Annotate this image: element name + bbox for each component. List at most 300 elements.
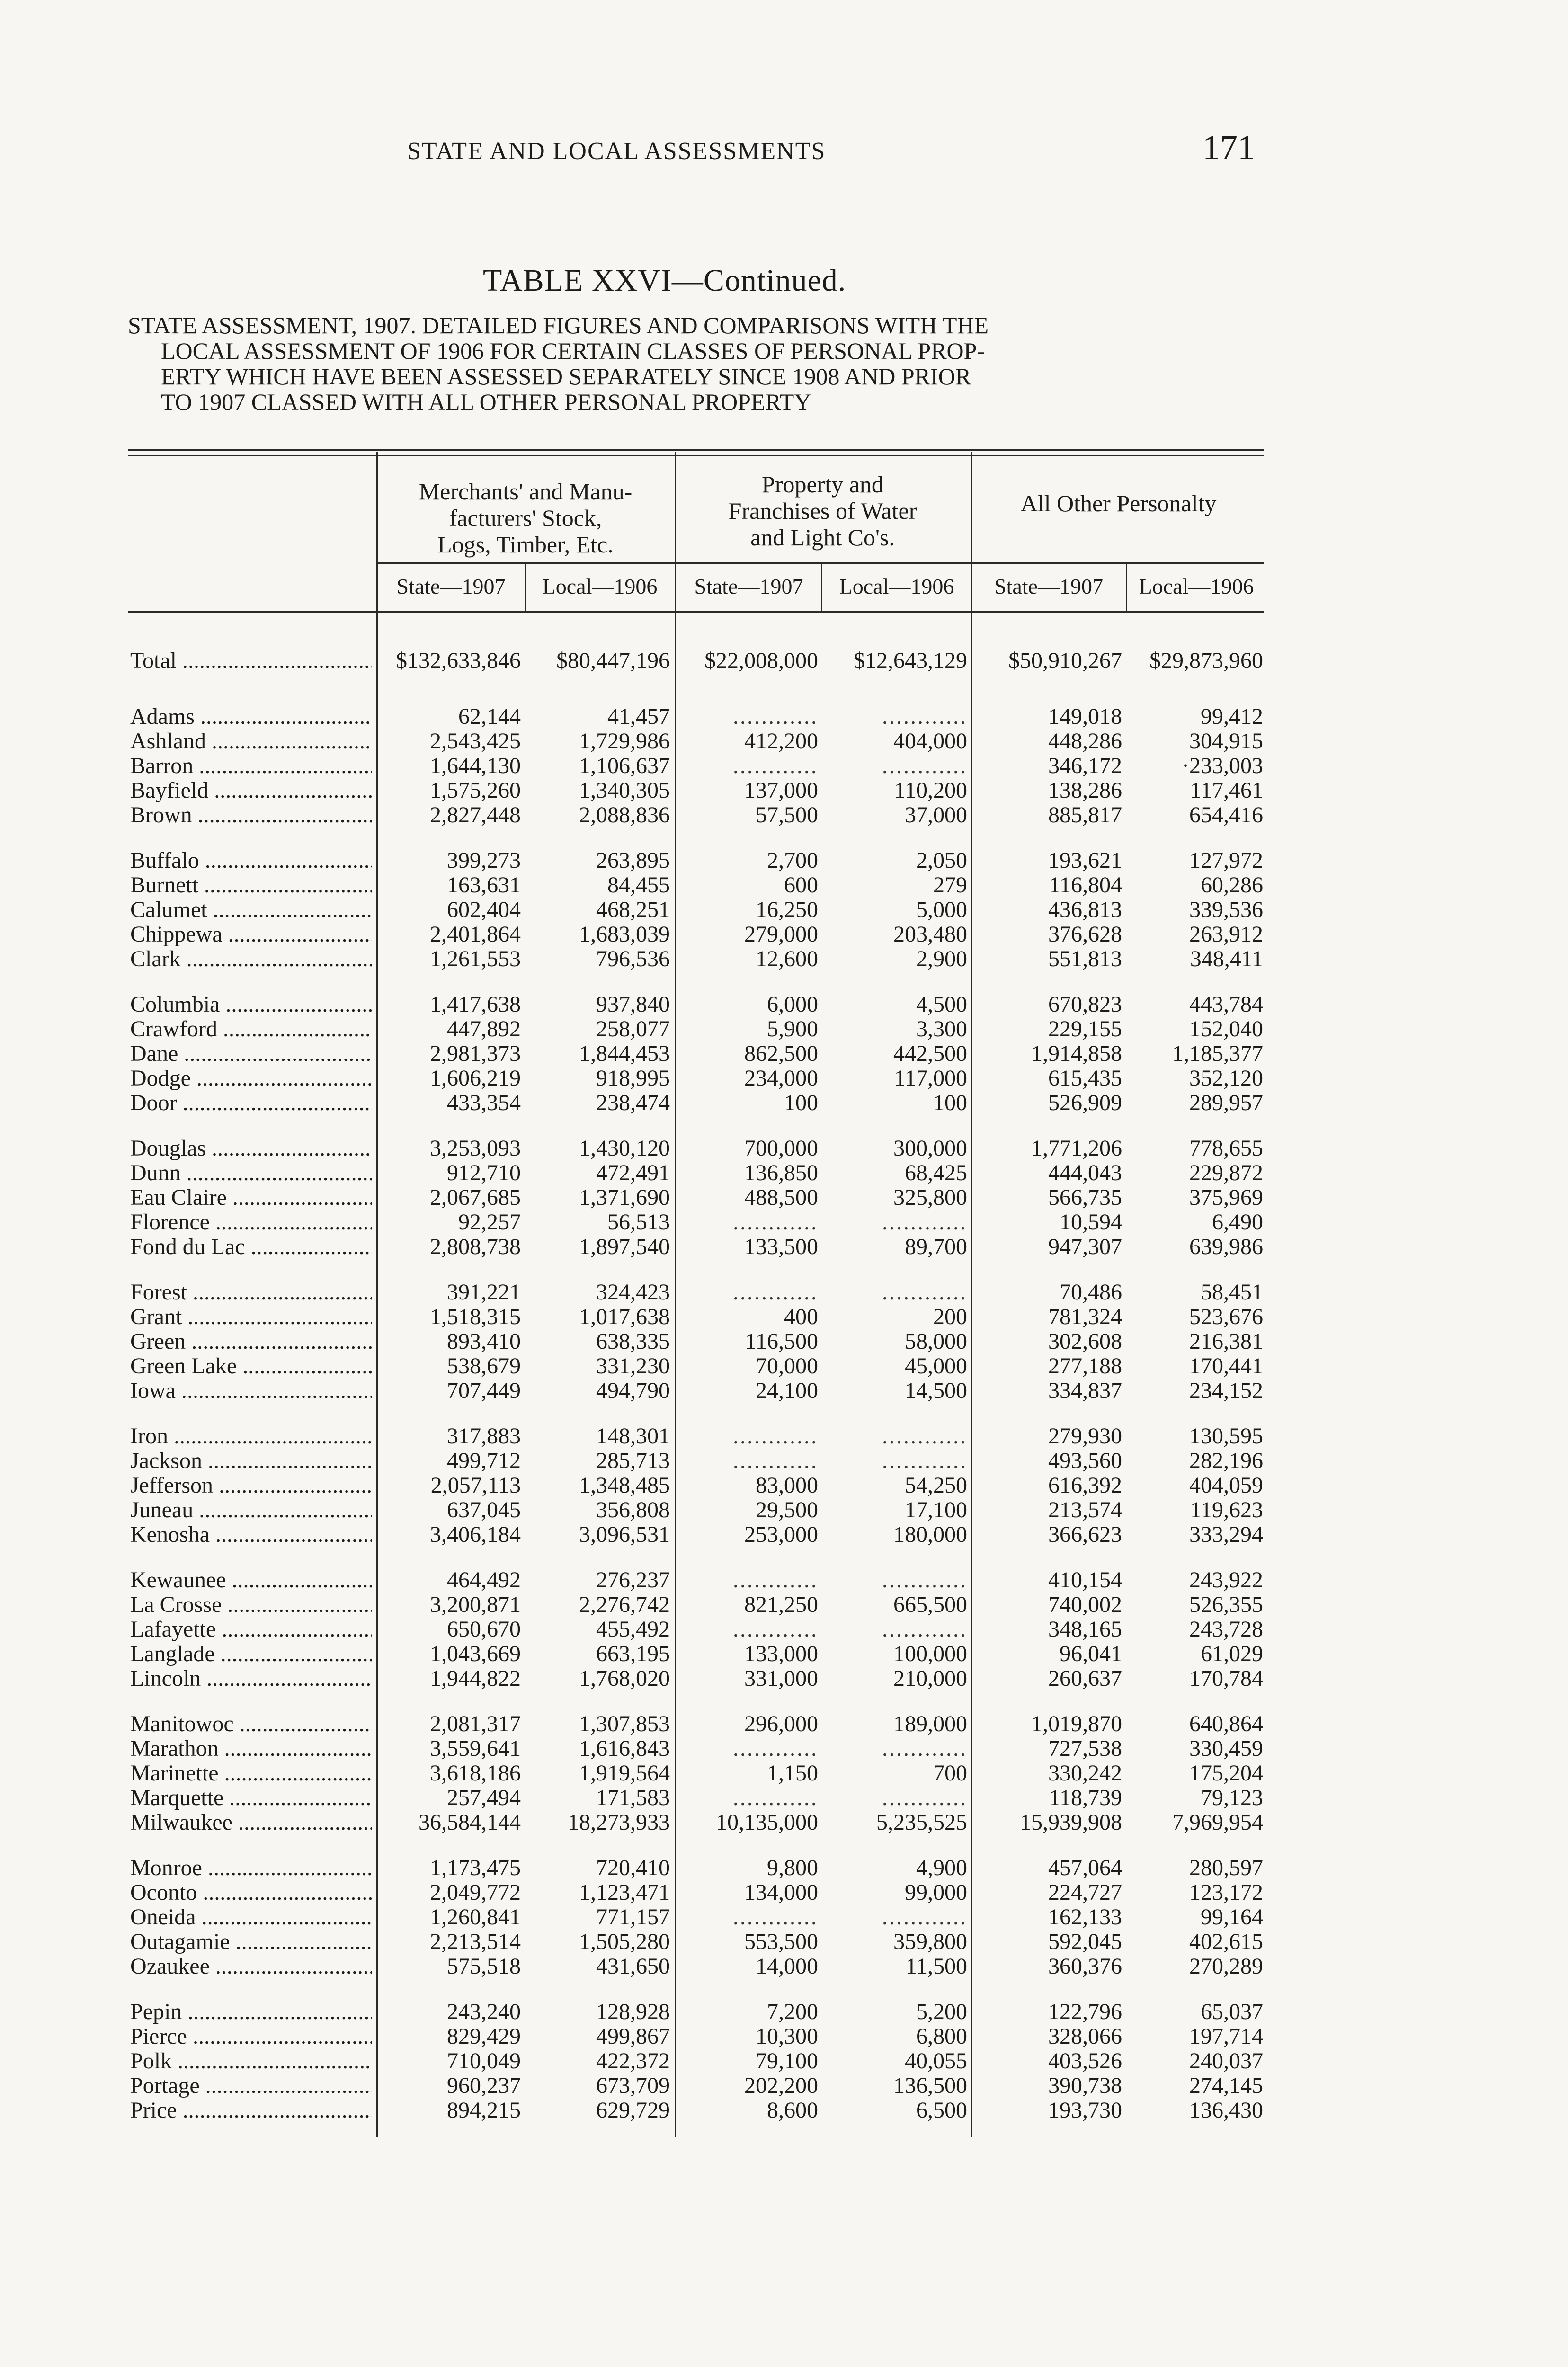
cell-merchants-state-1907: 2,543,425 xyxy=(430,729,521,754)
table-title: TABLE XXVI—Continued. xyxy=(483,263,846,298)
subheader-state-1907: State—1907 xyxy=(694,574,803,598)
cell-merchants-state-1907: 499,712 xyxy=(447,1448,521,1473)
county-name: Adams ..... xyxy=(130,704,372,729)
table-row xyxy=(0,1136,1568,1161)
cell-water-state-1907: 553,500 xyxy=(744,1929,818,1954)
county-name: Dodge ..... xyxy=(130,1066,372,1091)
county-name: Monroe ..... xyxy=(130,1856,372,1880)
county-name: Calumet ..... xyxy=(130,898,372,922)
cell-water-state-1907: 83,000 xyxy=(756,1473,818,1498)
cell-water-state-1907: 79,100 xyxy=(756,2048,818,2073)
cell-other-local-1906: 119,623 xyxy=(1190,1497,1263,1522)
cell-other-state-1907: 448,286 xyxy=(1048,729,1122,754)
cell-water-local-1906: 5,000 xyxy=(916,897,967,922)
subheader-state-1907: State—1907 xyxy=(396,574,506,598)
cell-water-state-1907: 400 xyxy=(784,1304,818,1329)
cell-other-state-1907: 193,621 xyxy=(1048,848,1122,873)
cell-merchants-state-1907: 1,518,315 xyxy=(430,1304,521,1329)
cell-water-state-1907: 2,700 xyxy=(767,848,818,873)
column-rule xyxy=(821,563,822,611)
cell-merchants-local-1906: 720,410 xyxy=(596,1855,670,1880)
table-row xyxy=(0,2049,1568,2073)
table-row xyxy=(0,2024,1568,2049)
county-name: Iowa ..... xyxy=(130,1379,372,1403)
cell-other-local-1906: 280,597 xyxy=(1189,1855,1263,1880)
table-row xyxy=(0,1473,1568,1498)
cell-other-local-1906: 333,294 xyxy=(1189,1522,1263,1547)
cell-water-local-1906: 99,000 xyxy=(905,1880,967,1905)
cell-other-state-1907: 376,628 xyxy=(1048,922,1122,947)
cell-merchants-state-1907: 3,618,186 xyxy=(430,1761,521,1786)
cell-merchants-state-1907: 637,045 xyxy=(447,1497,521,1522)
cell-merchants-state-1907: 2,067,685 xyxy=(430,1185,521,1210)
cell-merchants-local-1906: 148,301 xyxy=(596,1424,670,1449)
cell-merchants-local-1906: 468,251 xyxy=(596,897,670,922)
table-top-rule xyxy=(128,449,1264,451)
cell-merchants-local-1906: 238,474 xyxy=(596,1090,670,1115)
cell-other-state-1907: 213,574 xyxy=(1048,1497,1122,1522)
cell-merchants-state-1907: 1,261,553 xyxy=(430,946,521,971)
table-row xyxy=(0,1280,1568,1305)
cell-water-state-1907: 700,000 xyxy=(744,1136,818,1161)
cell-merchants-state-1907: 575,518 xyxy=(447,1954,521,1979)
cell-other-local-1906: 229,872 xyxy=(1189,1160,1263,1185)
cell-merchants-local-1906: 1,616,843 xyxy=(579,1736,670,1761)
cell-water-local-1906: 17,100 xyxy=(905,1497,967,1522)
cell-water-state-1907: 8,600 xyxy=(767,2098,818,2123)
cell-other-state-1907: 118,739 xyxy=(1049,1785,1122,1810)
cell-other-local-1906: ·233,003 xyxy=(1182,753,1263,778)
table-row xyxy=(0,1235,1568,1259)
cell-water-state-1907: ............ xyxy=(733,1280,818,1305)
cell-water-state-1907: ............ xyxy=(733,1785,818,1810)
cell-water-state-1907: 12,600 xyxy=(756,946,818,971)
cell-other-state-1907: 116,804 xyxy=(1049,872,1122,898)
cell-other-state-1907: 260,637 xyxy=(1048,1666,1122,1691)
cell-merchants-local-1906: 276,237 xyxy=(596,1567,670,1593)
cell-water-state-1907: ............ xyxy=(733,753,818,778)
cell-other-local-1906: 339,536 xyxy=(1189,897,1263,922)
cell-water-local-1906: 100,000 xyxy=(893,1641,967,1666)
cell-merchants-state-1907: 62,144 xyxy=(458,704,521,729)
cell-other-local-1906: 404,059 xyxy=(1189,1473,1263,1498)
cell-water-state-1907: ............ xyxy=(733,1448,818,1473)
cell-water-local-1906: 180,000 xyxy=(893,1522,967,1547)
table-row xyxy=(0,1666,1568,1691)
county-name: Pierce ..... xyxy=(130,2024,372,2049)
table-row xyxy=(0,992,1568,1017)
cell-merchants-state-1907: 707,449 xyxy=(447,1378,521,1403)
cell-water-state-1907: 70,000 xyxy=(756,1353,818,1379)
cell-other-local-1906: 234,152 xyxy=(1189,1378,1263,1403)
table-row xyxy=(0,1712,1568,1736)
cell-other-local-1906: 7,969,954 xyxy=(1172,1810,1263,1835)
cell-other-state-1907: 947,307 xyxy=(1048,1234,1122,1259)
cell-water-state-1907: 57,500 xyxy=(756,802,818,828)
cell-other-local-1906: 130,595 xyxy=(1189,1424,1263,1449)
table-row xyxy=(0,1930,1568,1954)
table-row xyxy=(0,803,1568,828)
cell-water-state-1907: 24,100 xyxy=(756,1378,818,1403)
cell-merchants-local-1906: 494,790 xyxy=(596,1378,670,1403)
cell-water-state-1907: 10,300 xyxy=(756,2024,818,2049)
table-row xyxy=(0,1305,1568,1329)
cell-water-local-1906: ............ xyxy=(882,1617,967,1642)
table-row xyxy=(0,1568,1568,1593)
county-name: Marquette ..... xyxy=(130,1786,372,1810)
cell-water-local-1906: 117,000 xyxy=(894,1066,967,1091)
county-name: Door ..... xyxy=(130,1091,372,1115)
cell-water-local-1906: 6,500 xyxy=(916,2098,967,2123)
cell-water-state-1907: 16,250 xyxy=(756,897,818,922)
cell-merchants-local-1906: 431,650 xyxy=(596,1954,670,1979)
cell-water-state-1907: 296,000 xyxy=(744,1711,818,1736)
cell-other-state-1907: 360,376 xyxy=(1048,1954,1122,1979)
cell-other-local-1906: 1,185,377 xyxy=(1172,1041,1263,1066)
cell-merchants-local-1906: $80,447,196 xyxy=(556,648,670,673)
cell-merchants-state-1907: 1,644,130 xyxy=(430,753,521,778)
cell-other-local-1906: 123,172 xyxy=(1189,1880,1263,1905)
cell-water-local-1906: 4,500 xyxy=(916,992,967,1017)
cell-merchants-state-1907: 912,710 xyxy=(447,1160,521,1185)
cell-merchants-state-1907: 1,417,638 xyxy=(430,992,521,1017)
cell-water-state-1907: 9,800 xyxy=(767,1855,818,1880)
cell-other-local-1906: 136,430 xyxy=(1189,2098,1263,2123)
cell-water-local-1906: 5,200 xyxy=(916,1999,967,2024)
cell-merchants-local-1906: 937,840 xyxy=(596,992,670,1017)
table-row xyxy=(0,898,1568,922)
running-head: STATE AND LOCAL ASSESSMENTS xyxy=(407,138,826,165)
cell-water-local-1906: 37,000 xyxy=(905,802,967,828)
cell-water-local-1906: 2,050 xyxy=(916,848,967,873)
cell-water-local-1906: 68,425 xyxy=(905,1160,967,1185)
cell-water-local-1906: ............ xyxy=(882,1904,967,1930)
cell-other-local-1906: 270,289 xyxy=(1189,1954,1263,1979)
county-name: Fond du Lac ..... xyxy=(130,1235,372,1259)
cell-water-local-1906: 279 xyxy=(933,872,967,898)
cell-other-state-1907: 229,155 xyxy=(1048,1016,1122,1041)
cell-other-local-1906: 175,204 xyxy=(1189,1761,1263,1786)
cell-merchants-state-1907: 2,827,448 xyxy=(430,802,521,828)
total-row xyxy=(0,649,1568,673)
table-row xyxy=(0,1185,1568,1210)
table-row xyxy=(0,729,1568,754)
cell-other-local-1906: 216,381 xyxy=(1189,1329,1263,1354)
cell-water-state-1907: 29,500 xyxy=(756,1497,818,1522)
table-row xyxy=(0,1066,1568,1091)
table-row xyxy=(0,1593,1568,1617)
cell-other-state-1907: 15,939,908 xyxy=(1020,1810,1122,1835)
cell-water-local-1906: 58,000 xyxy=(905,1329,967,1354)
county-name: Ashland ..... xyxy=(130,729,372,754)
cell-other-local-1906: 79,123 xyxy=(1201,1785,1263,1810)
table-row xyxy=(0,1091,1568,1115)
cell-water-state-1907: $22,008,000 xyxy=(704,648,818,673)
cell-other-local-1906: 523,676 xyxy=(1189,1304,1263,1329)
table-row xyxy=(0,1498,1568,1522)
cell-water-local-1906: 100 xyxy=(933,1090,967,1115)
cell-water-state-1907: ............ xyxy=(733,704,818,729)
cell-merchants-state-1907: 1,043,669 xyxy=(430,1641,521,1666)
cell-water-local-1906: 3,300 xyxy=(916,1016,967,1041)
county-name: Langlade ..... xyxy=(130,1642,372,1666)
group-header-line: All Other Personalty xyxy=(1020,490,1217,516)
table-row xyxy=(0,1449,1568,1473)
subheader-local-1906: Local—1906 xyxy=(839,574,954,598)
cell-other-state-1907: 740,002 xyxy=(1048,1592,1122,1617)
table-row xyxy=(0,1379,1568,1403)
cell-other-local-1906: 654,416 xyxy=(1189,802,1263,828)
cell-merchants-state-1907: 960,237 xyxy=(447,2073,521,2098)
county-name: Burnett ..... xyxy=(130,873,372,898)
county-name: Milwaukee ..... xyxy=(130,1810,372,1835)
subheader-state-1907: State—1907 xyxy=(994,574,1103,598)
county-name: Eau Claire ..... xyxy=(130,1185,372,1210)
cell-merchants-local-1906: 1,768,020 xyxy=(579,1666,670,1691)
group-header-line: Logs, Timber, Etc. xyxy=(437,531,614,558)
column-rule xyxy=(1126,563,1127,611)
cell-other-state-1907: 410,154 xyxy=(1048,1567,1122,1593)
cell-merchants-local-1906: 1,371,690 xyxy=(579,1185,670,1210)
cell-water-state-1907: 488,500 xyxy=(744,1185,818,1210)
cell-other-local-1906: 170,784 xyxy=(1189,1666,1263,1691)
cell-other-state-1907: 224,727 xyxy=(1048,1880,1122,1905)
cell-water-local-1906: 700 xyxy=(933,1761,967,1786)
cell-water-state-1907: 133,000 xyxy=(744,1641,818,1666)
table-caption xyxy=(128,312,1274,415)
cell-water-state-1907: 10,135,000 xyxy=(716,1810,818,1835)
county-name: Buffalo ..... xyxy=(130,848,372,873)
cell-other-local-1906: 778,655 xyxy=(1189,1136,1263,1161)
cell-merchants-state-1907: 2,049,772 xyxy=(430,1880,521,1905)
cell-other-local-1906: 289,957 xyxy=(1189,1090,1263,1115)
cell-other-state-1907: 366,623 xyxy=(1048,1522,1122,1547)
cell-merchants-local-1906: 18,273,933 xyxy=(568,1810,670,1835)
cell-merchants-state-1907: 2,981,373 xyxy=(430,1041,521,1066)
cell-water-local-1906: ............ xyxy=(882,1736,967,1761)
cell-water-state-1907: ............ xyxy=(733,1617,818,1642)
group-header-other-personalty xyxy=(973,490,1264,516)
cell-other-state-1907: 1,914,858 xyxy=(1031,1041,1122,1066)
cell-merchants-local-1906: 1,729,986 xyxy=(579,729,670,754)
cell-water-state-1907: 331,000 xyxy=(744,1666,818,1691)
county-name: Dunn ..... xyxy=(130,1161,372,1185)
cell-merchants-local-1906: 263,895 xyxy=(596,848,670,873)
cell-merchants-local-1906: 1,307,853 xyxy=(579,1711,670,1736)
table-row xyxy=(0,1786,1568,1810)
cell-water-state-1907: 5,900 xyxy=(767,1016,818,1041)
cell-merchants-state-1907: 710,049 xyxy=(447,2048,521,2073)
cell-other-state-1907: 70,486 xyxy=(1060,1280,1122,1305)
cell-other-state-1907: 1,771,206 xyxy=(1031,1136,1122,1161)
cell-merchants-state-1907: 1,944,822 xyxy=(430,1666,521,1691)
cell-water-local-1906: $12,643,129 xyxy=(854,648,967,673)
table-row xyxy=(0,848,1568,873)
cell-merchants-local-1906: 1,430,120 xyxy=(579,1136,670,1161)
cell-merchants-local-1906: 1,844,453 xyxy=(579,1041,670,1066)
table-row xyxy=(0,1354,1568,1379)
table-row xyxy=(0,1522,1568,1547)
cell-other-state-1907: 193,730 xyxy=(1048,2098,1122,2123)
cell-water-local-1906: ............ xyxy=(882,1280,967,1305)
cell-other-local-1906: 170,441 xyxy=(1189,1353,1263,1379)
cell-merchants-state-1907: 3,406,184 xyxy=(430,1522,521,1547)
cell-other-state-1907: 403,526 xyxy=(1048,2048,1122,2073)
cell-water-local-1906: 189,000 xyxy=(893,1711,967,1736)
county-name: Forest ..... xyxy=(130,1280,372,1305)
table-row xyxy=(0,1954,1568,1979)
cell-water-local-1906: 404,000 xyxy=(893,729,967,754)
cell-merchants-state-1907: 391,221 xyxy=(447,1280,521,1305)
cell-merchants-local-1906: 41,457 xyxy=(607,704,670,729)
table-row xyxy=(0,1210,1568,1235)
cell-water-state-1907: 116,500 xyxy=(745,1329,818,1354)
cell-other-state-1907: 279,930 xyxy=(1048,1424,1122,1449)
table-row xyxy=(0,947,1568,971)
cell-merchants-state-1907: 243,240 xyxy=(447,1999,521,2024)
cell-merchants-local-1906: 324,423 xyxy=(596,1280,670,1305)
cell-water-state-1907: 253,000 xyxy=(744,1522,818,1547)
cell-other-state-1907: 727,538 xyxy=(1048,1736,1122,1761)
cell-other-local-1906: 6,490 xyxy=(1212,1210,1263,1235)
cell-merchants-state-1907: 1,606,219 xyxy=(430,1066,521,1091)
county-name: Lafayette ..... xyxy=(130,1617,372,1642)
cell-other-local-1906: 99,164 xyxy=(1201,1904,1263,1930)
cell-water-state-1907: 279,000 xyxy=(744,922,818,947)
cell-water-local-1906: 200 xyxy=(933,1304,967,1329)
cell-other-state-1907: 122,796 xyxy=(1048,1999,1122,2024)
cell-other-local-1906: 639,986 xyxy=(1189,1234,1263,1259)
county-name: Marinette ..... xyxy=(130,1761,372,1786)
cell-water-local-1906: 203,480 xyxy=(893,922,967,947)
cell-other-state-1907: 328,066 xyxy=(1048,2024,1122,2049)
table-row xyxy=(0,1761,1568,1786)
cell-other-local-1906: 352,120 xyxy=(1189,1066,1263,1091)
group-header-line: and Light Co's. xyxy=(750,524,895,551)
table-row xyxy=(0,1642,1568,1666)
cell-merchants-state-1907: 464,492 xyxy=(447,1567,521,1593)
cell-merchants-state-1907: 92,257 xyxy=(458,1210,521,1235)
county-name: Lincoln ..... xyxy=(130,1666,372,1691)
cell-merchants-state-1907: 1,173,475 xyxy=(430,1855,521,1880)
subheader-local-1906: Local—1906 xyxy=(542,574,658,598)
cell-other-local-1906: 240,037 xyxy=(1189,2048,1263,2073)
group-header-line: Merchants' and Manu- xyxy=(419,478,633,505)
cell-other-state-1907: 346,172 xyxy=(1048,753,1122,778)
county-name: Green Lake ..... xyxy=(130,1354,372,1379)
cell-merchants-state-1907: 893,410 xyxy=(447,1329,521,1354)
cell-water-state-1907: 133,500 xyxy=(744,1234,818,1259)
cell-water-local-1906: 14,500 xyxy=(905,1378,967,1403)
cell-merchants-state-1907: $132,633,846 xyxy=(396,648,521,673)
caption-line: TO 1907 CLASSED WITH ALL OTHER PERSONAL PROPERTY xyxy=(161,389,811,415)
cell-merchants-state-1907: 317,883 xyxy=(447,1424,521,1449)
cell-merchants-state-1907: 2,401,864 xyxy=(430,922,521,947)
table-row xyxy=(0,922,1568,947)
cell-merchants-local-1906: 455,492 xyxy=(596,1617,670,1642)
cell-water-local-1906: ............ xyxy=(882,1567,967,1593)
cell-water-state-1907: ............ xyxy=(733,1904,818,1930)
cell-water-local-1906: 359,800 xyxy=(893,1929,967,1954)
cell-merchants-local-1906: 771,157 xyxy=(596,1904,670,1930)
table-row xyxy=(0,1041,1568,1066)
cell-other-local-1906: 243,922 xyxy=(1189,1567,1263,1593)
cell-other-state-1907: 493,560 xyxy=(1048,1448,1122,1473)
cell-merchants-local-1906: 1,017,638 xyxy=(579,1304,670,1329)
cell-merchants-local-1906: 1,505,280 xyxy=(579,1929,670,1954)
cell-water-local-1906: 6,800 xyxy=(916,2024,967,2049)
county-name: Barron ..... xyxy=(130,754,372,778)
cell-other-local-1906: 282,196 xyxy=(1189,1448,1263,1473)
cell-other-state-1907: 436,813 xyxy=(1048,897,1122,922)
cell-water-state-1907: 821,250 xyxy=(744,1592,818,1617)
cell-merchants-state-1907: 829,429 xyxy=(447,2024,521,2049)
cell-other-local-1906: 127,972 xyxy=(1189,848,1263,873)
cell-other-state-1907: 615,435 xyxy=(1048,1066,1122,1091)
cell-other-local-1906: 243,728 xyxy=(1189,1617,1263,1642)
cell-water-local-1906: 45,000 xyxy=(905,1353,967,1379)
cell-water-state-1907: 134,000 xyxy=(744,1880,818,1905)
county-name: Iron ..... xyxy=(130,1424,372,1449)
county-name: Douglas ..... xyxy=(130,1136,372,1161)
county-name: Manitowoc ..... xyxy=(130,1712,372,1736)
county-name: Total ..... xyxy=(130,649,372,673)
table-row xyxy=(0,2073,1568,2098)
cell-merchants-state-1907: 2,808,738 xyxy=(430,1234,521,1259)
table-row xyxy=(0,1880,1568,1905)
county-name: Polk ..... xyxy=(130,2049,372,2073)
subheader-local-1906: Local—1906 xyxy=(1139,574,1254,598)
cell-merchants-state-1907: 447,892 xyxy=(447,1016,521,1041)
cell-merchants-local-1906: 422,372 xyxy=(596,2048,670,2073)
cell-other-local-1906: 152,040 xyxy=(1189,1016,1263,1041)
cell-merchants-local-1906: 1,106,637 xyxy=(579,753,670,778)
cell-merchants-state-1907: 1,260,841 xyxy=(430,1904,521,1930)
cell-merchants-state-1907: 257,494 xyxy=(447,1785,521,1810)
caption-line: LOCAL ASSESSMENT OF 1906 FOR CERTAIN CLASSES OF PERSONAL PROP- xyxy=(161,338,985,364)
table-row xyxy=(0,1329,1568,1354)
table-row xyxy=(0,1905,1568,1930)
cell-merchants-local-1906: 2,276,742 xyxy=(579,1592,670,1617)
cell-other-state-1907: 138,286 xyxy=(1048,778,1122,803)
cell-other-local-1906: 375,969 xyxy=(1189,1185,1263,1210)
cell-merchants-local-1906: 2,088,836 xyxy=(579,802,670,828)
cell-other-local-1906: $29,873,960 xyxy=(1149,648,1263,673)
cell-merchants-local-1906: 1,897,540 xyxy=(579,1234,670,1259)
cell-water-state-1907: 136,850 xyxy=(744,1160,818,1185)
county-name: Green ..... xyxy=(130,1329,372,1354)
table-row xyxy=(0,1617,1568,1642)
cell-merchants-state-1907: 3,200,871 xyxy=(430,1592,521,1617)
county-name: Jefferson ..... xyxy=(130,1473,372,1498)
county-name: Bayfield ..... xyxy=(130,778,372,803)
cell-merchants-local-1906: 171,583 xyxy=(596,1785,670,1810)
cell-merchants-local-1906: 796,536 xyxy=(596,946,670,971)
county-name: Outagamie ..... xyxy=(130,1930,372,1954)
cell-water-local-1906: 54,250 xyxy=(905,1473,967,1498)
cell-merchants-state-1907: 2,057,113 xyxy=(430,1473,521,1498)
county-name: La Crosse ..... xyxy=(130,1593,372,1617)
cell-water-state-1907: 137,000 xyxy=(744,778,818,803)
county-name: Kenosha ..... xyxy=(130,1522,372,1547)
cell-merchants-local-1906: 1,683,039 xyxy=(579,922,670,947)
cell-other-state-1907: 670,823 xyxy=(1048,992,1122,1017)
cell-water-state-1907: 862,500 xyxy=(744,1041,818,1066)
cell-water-local-1906: ............ xyxy=(882,753,967,778)
cell-other-state-1907: 592,045 xyxy=(1048,1929,1122,1954)
cell-water-local-1906: ............ xyxy=(882,1424,967,1449)
cell-water-state-1907: ............ xyxy=(733,1567,818,1593)
